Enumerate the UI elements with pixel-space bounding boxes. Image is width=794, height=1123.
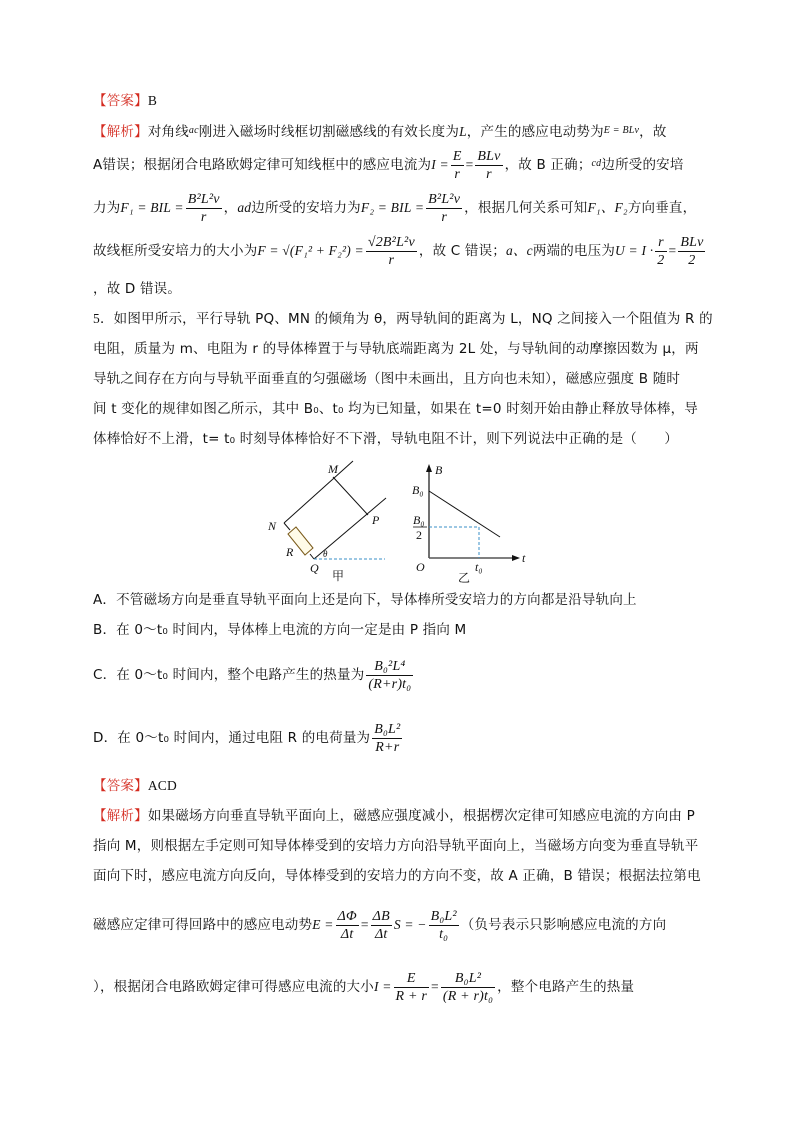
text: 方向垂直，: [627, 200, 697, 216]
answer-value: ACD: [147, 778, 177, 793]
denominator: Δt: [374, 926, 388, 942]
numerator: B₀L²: [441, 970, 495, 988]
text: 刚进入磁场时线框切割磁感线的有效长度为: [198, 124, 460, 140]
math-cd: cd: [591, 158, 602, 169]
question-line-5: [93, 429, 705, 449]
analysis-label: 【解析】: [93, 808, 148, 824]
graph-dashed-guides: [429, 527, 479, 558]
text: （负号表示只影响感应电流的方向: [460, 917, 667, 933]
denominator: r: [200, 209, 207, 225]
option-A: [93, 590, 705, 610]
prev-analysis-line-4: 故线框所受安培力的大小为F = √(F₁² + F₂²) = $\frac{\text{√2B²L²v}}{r}$ ，故 C 错误；a、c两端的电压为U = I · $\frac{r}{2}$ = $\frac{\text{BLv}}{2}$: [93, 234, 704, 268]
text: 如图甲所示，平行导轨 PQ、MN 的倾角为 θ，两导轨间的距离为 L，NQ 之间接入一个阻值为 R 的: [113, 311, 713, 327]
denominator: Δt: [340, 926, 354, 942]
text: 力为: [93, 200, 121, 216]
text: 间 t 变化的规律如图乙所示，其中 B₀、t₀ 均为已知量，如果在 t=0 时刻开始由静止释放导体棒，导: [93, 401, 699, 417]
denominator: R + r: [395, 988, 427, 1004]
option-B: [93, 620, 705, 640]
fraction: [451, 148, 464, 183]
label-B0-half-den: 2: [416, 528, 422, 542]
text: 导轨之间存在方向与导轨平面垂直的匀强磁场（图中未画出，且方向也未知），磁感应强度 B 随时: [93, 371, 681, 387]
label-B0-half-num: B₀: [413, 513, 425, 527]
denominator: 2: [657, 252, 665, 268]
denominator: r: [388, 252, 395, 268]
text: ，故: [639, 124, 667, 140]
fraction: [655, 234, 666, 269]
question-number: 5．: [93, 311, 114, 326]
label-B: B: [435, 463, 443, 477]
numerator: B²L²v: [187, 191, 220, 207]
label-B0: B₀: [412, 483, 424, 497]
text: 指向 M，则根据左手定则可知导体棒受到的安培力方向沿导轨平面向上，当磁场方向变为垂直导轨平: [93, 838, 699, 854]
fraction: [441, 970, 495, 1005]
numerator: r: [655, 234, 666, 252]
math-emf: E = BLv: [603, 125, 640, 136]
text: A错误；根据闭合电路欧姆定律可知线框中的感应电流为: [93, 157, 432, 173]
label-O: O: [416, 560, 425, 574]
fraction: [372, 721, 402, 756]
denominator: r: [441, 209, 447, 225]
text: 面向下时，感应电流方向反向，导体棒受到的安培力的方向不变，故 A 正确，B 错误；根据法拉第电: [93, 868, 701, 884]
math-U: U = I ·: [615, 243, 654, 258]
math-F1-F2: F₁、F₂: [587, 200, 628, 215]
fraction: [336, 908, 359, 943]
fraction: [426, 191, 462, 226]
option-text: D．在 0～t₀ 时间内，通过电阻 R 的电荷量为: [93, 730, 371, 746]
figure-jia-labels: [267, 462, 380, 575]
analysis-line-4: 磁感应定律可得回路中的感应电动势E = $\frac{\Delta\Phi}{\Delta t}$ = $\frac{\Delta B}{\Delta t}$ S = − $\frac{\text{B₀L²}}{\text{t₀}}$ （负号表示只影响感应电流的方向: [93, 908, 667, 942]
text: ，整个电路产生的热量: [497, 979, 635, 995]
caption-jia: 甲: [332, 569, 345, 583]
label-theta: θ: [323, 549, 328, 559]
math-I: I =: [431, 157, 449, 172]
caption-yi: 乙: [458, 571, 471, 585]
denominator: (R + r)t₀: [442, 988, 494, 1004]
option-text: A．不管磁场方向是垂直导轨平面向上还是向下，导体棒所受安培力的方向都是沿导轨向上: [93, 592, 637, 608]
question-line-2: [93, 339, 705, 359]
text: ），根据闭合电路欧姆定律可得感应电流的大小: [93, 979, 374, 995]
numerator: BLv: [680, 234, 704, 250]
fraction: [475, 148, 502, 183]
answer-line: [93, 776, 705, 796]
fraction: [394, 970, 429, 1005]
label-Q: Q: [310, 561, 319, 575]
numerator: BLv: [477, 148, 501, 164]
text: 边所受的安培: [601, 157, 684, 173]
text: 体棒恰好不上滑，t= t₀ 时刻导体棒恰好不下滑，导轨电阻不计，则下列说法中正确的是（ ）: [93, 431, 679, 447]
text: 故线框所受安培力的大小为: [93, 243, 258, 259]
denominator: r: [486, 166, 492, 182]
math-a-c: a、c: [505, 243, 533, 258]
analysis-line-3: [93, 866, 705, 886]
text: 边所受的安培力为: [251, 200, 361, 216]
math-F: F = √(F₁² + F₂²) =: [257, 243, 364, 258]
question-line-1: [93, 309, 713, 329]
label-R: R: [286, 545, 294, 559]
math-I: I =: [373, 979, 392, 994]
analysis-line-5: ），根据闭合电路欧姆定律可得感应电流的大小I = $\frac{E}{R + r}$ = $\frac{\text{B₀L²}}{\text{(R + r)t₀}}$ ，整个电路产生的热量: [93, 970, 635, 1004]
denominator: R+r: [375, 739, 400, 755]
math-ac: ac: [188, 125, 199, 136]
fraction: [371, 908, 392, 943]
analysis-line-2: [93, 836, 705, 856]
math-ad: ad: [237, 200, 252, 215]
prev-analysis-line-1: [93, 121, 705, 142]
numerator: B₀²L⁴: [366, 658, 413, 676]
analysis-line-1: [93, 806, 705, 826]
fraction: [366, 234, 417, 269]
text: 如果磁场方向垂直导轨平面向上，磁感应强度减小，根据楞次定律可知感应电流的方向由 P: [147, 808, 695, 824]
text: ，故 B 正确；: [504, 157, 592, 173]
answer-value: B: [147, 93, 158, 108]
math-L: L: [459, 124, 467, 139]
fraction: [429, 908, 459, 943]
option-text: B．在 0～t₀ 时间内，导体棒上电流的方向一定是由 P 指向 M: [93, 622, 467, 638]
label-P: P: [372, 513, 380, 527]
label-M: M: [328, 462, 338, 476]
numerator: ΔB: [372, 908, 390, 924]
label-t0: t₀: [475, 560, 483, 574]
prev-analysis-line-3: 力为F₁ = BIL = $\frac{\text{B²L²v}}{r}$ ，ad边所受的安培力为F₂ = BIL = $\frac{\text{B²L²v}}{r}$ ，根据几何关系可知F₁、F₂方向垂直，: [93, 191, 697, 225]
label-N: N: [268, 519, 277, 533]
numerator: B²L²v: [428, 191, 461, 207]
text: 磁感应定律可得回路中的感应电动势: [93, 917, 313, 933]
answer-label: 【答案】: [93, 778, 148, 794]
numerator: B₀L²: [430, 908, 457, 924]
fraction: [366, 658, 413, 693]
math-S: S = −: [393, 917, 427, 932]
math-F1: F₁ = BIL =: [120, 200, 184, 215]
analysis-label: 【解析】: [93, 124, 148, 140]
answer-label: 【答案】: [93, 93, 148, 109]
math-F2: F₂ = BIL =: [360, 200, 425, 215]
option-D: [93, 718, 705, 758]
denominator: r: [454, 166, 461, 182]
text: ，根据几何关系可知: [464, 200, 588, 216]
question-line-3: [93, 369, 705, 389]
question-line-4: [93, 399, 705, 419]
prev-analysis-line-2: A错误；根据闭合电路欧姆定律可知线框中的感应电流为I = $\frac{E}{r}$ = $\frac{\text{BLv}}{r}$ ，故 B 正确；$^{cd}$边所受的安培: [93, 148, 684, 182]
fraction: [678, 234, 705, 269]
text: 对角线: [147, 124, 189, 140]
fraction: [186, 191, 222, 226]
prev-answer-line: [93, 91, 705, 111]
prev-analysis-line-5: [93, 279, 705, 299]
numerator: B₀L²: [374, 721, 401, 737]
text: 电阻，质量为 m、电阻为 r 的导体棒置于与导轨底端距离为 2L 处，与导轨间的动摩擦因数为 μ，两: [93, 341, 699, 357]
denominator: 2: [688, 252, 696, 268]
numerator: E: [452, 148, 462, 164]
option-C: [93, 655, 705, 695]
math-E: E =: [312, 917, 334, 932]
numerator: E: [394, 970, 429, 988]
figure-yi-axes: [426, 464, 520, 561]
text: ，产生的感应电动势为: [466, 124, 604, 140]
numerator: √2B²L²v: [367, 234, 415, 250]
option-text: C．在 0～t₀ 时间内，整个电路产生的热量为: [93, 667, 365, 683]
text: ，故 D 错误。: [93, 281, 182, 297]
label-t: t: [522, 551, 526, 565]
B-t-line: [429, 491, 500, 537]
numerator: ΔΦ: [337, 908, 357, 924]
denominator: t₀: [439, 926, 449, 942]
denominator: (R+r)t₀: [368, 676, 412, 692]
text: ，故 C 错误；: [418, 243, 506, 259]
question-figure: [250, 458, 540, 586]
text: 两端的电压为: [532, 243, 616, 259]
